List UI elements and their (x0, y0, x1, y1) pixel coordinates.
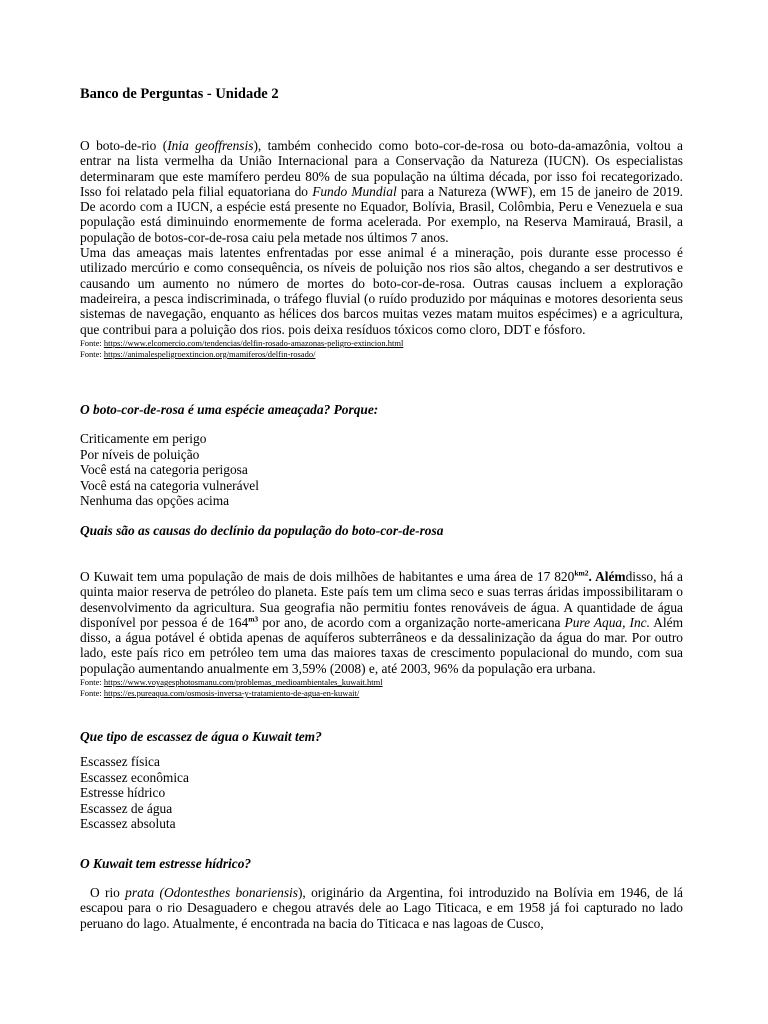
source-label: Fonte: (80, 337, 104, 348)
organization-name: Fundo Mundial (312, 183, 397, 199)
answer-option: Escassez econômica (80, 769, 189, 785)
section-prata (80, 885, 683, 931)
section-boto (80, 138, 683, 360)
paragraph-kuwait (80, 569, 683, 676)
answer-option: Escassez física (80, 754, 160, 769)
text-run: Além disso, a água potável é obtida apenas de aquíferos subterrâneos e da dessalinização da água do mar. Por outro lado, este país rico em petróleo tem uma das maiores taxas de crescimento populacional do mundo, com sua população aumentando anualmente em 3,59% (2008) e, até 2003, 96% da população era urbana. (80, 614, 683, 676)
paragraph-boto-intro (80, 138, 683, 245)
unit-superscript: km2 (574, 568, 589, 578)
paragraph-boto-threats: Uma das ameaças mais latentes enfrentadas por esse animal é a mineração, pois durante esse processo é utilizado mercúrio e como consequência, os níveis de poluição nos rios são altos, chegando a ser destrutivos e causando um aumento no número de mortes do boto-cor-de-rosa. Outras causas incluem a exploração madeireira, a pesca indiscriminada, o tráfego fluvial (o ruído produzido por máquinas e motores desorienta seus sistemas de navegação, enquanto as hélices dos barcos muitas vezes matam muitos espécimes) e a agricultura, que contribui para a poluição dos rios. pois deixa resíduos tóxicos como cloro, DDT e fósforo. (80, 245, 683, 337)
text-run: . (588, 569, 596, 584)
question-boto-endangered: O boto-cor-de-rosa é uma espécie ameaçada? Porque: (80, 402, 379, 417)
source-line (80, 349, 683, 360)
source-line (80, 688, 683, 699)
question-boto-causes: Quais são as causas do declínio da população do boto-cor-de-rosa (80, 523, 444, 538)
question-kuwait-stress: O Kuwait tem estresse hídrico? (80, 856, 252, 871)
answer-option: Estresse hídrico (80, 785, 166, 800)
text-run: disso, há a quinta maior reserva de petróleo do planeta. Este país tem um clima seco e suas terras áridas impossibilitaram o desenvolvimento da agricultura. Sua geografia não permitiu fontes renováveis de água. A quantidade de água disponível por pessoa é de 164 (80, 569, 683, 630)
answer-option: Você está na categoria perigosa (80, 462, 248, 477)
answer-option: Nenhuma das opções acima (80, 493, 230, 508)
page-title: Banco de Perguntas - Unidade 2 (80, 86, 279, 102)
question-kuwait-scarcity: Que tipo de escassez de água o Kuwait tem? (80, 729, 322, 744)
source-label: Fonte: (80, 677, 104, 688)
text-run: Além (595, 569, 626, 584)
answer-options-kuwait (80, 754, 683, 832)
answer-option: Escassez de água (80, 800, 173, 816)
answer-option: Criticamente em perigo (80, 431, 207, 446)
answer-option: Escassez absoluta (80, 816, 176, 831)
section-kuwait (80, 569, 683, 699)
source-link[interactable]: https://www.elcomercio.com/tendencias/delfin-rosado-amazonas-peligro-extincion.html (103, 337, 404, 348)
text-run: O Kuwait tem uma população de mais de dois milhões de habitantes e uma área de 17 820 (80, 569, 575, 584)
text-run: O boto-de-rio ( (80, 138, 168, 153)
scientific-name: prata (Odontesthes bonariensis (125, 885, 298, 900)
text-run: ), originário da Argentina, foi introduzido na Bolívia em 1946, de lá escapou para o rio Desaguadero e chegou através dele ao Lago Titicaca, e em 1958 já foi capturado no lado peruano do lago. Atualmente, é encontrada na bacia do Titicaca e nas lagoas de Cusco, (80, 885, 683, 931)
source-line (80, 677, 683, 688)
answer-option: Por níveis de poluição (80, 446, 200, 462)
organization-name: Pure Aqua, Inc. (564, 614, 650, 630)
source-list (80, 677, 683, 699)
text-run: O rio (90, 885, 126, 900)
source-link[interactable]: https://www.voyagesphotosmanu.com/problemas_medioambientales_kuwait.html (103, 677, 383, 688)
source-label: Fonte: (80, 348, 104, 359)
text-run: ), também conhecido como boto-cor-de-rosa ou boto-da-amazônia, voltou a entrar na lista vermelha da União Internacional para a Conservação da Natureza (IUCN). Os especialistas determinaram que este mamífero perdeu 80% de sua população na última década, por isso foi recategorizado. Isso foi relatado pela filial equatoriana do (80, 138, 683, 199)
text-run: para a Natureza (WWF), em 15 de janeiro de 2019. De acordo com a IUCN, a espécie está presente no Equador, Bolívia, Brasil, Colômbia, Peru e Venezuela e sua população está diminuindo enormemente de forma acelerada. Por exemplo, na Reserva Mamirauá, Brasil, a população de botos-cor-de-rosa caiu pela metade nos últimos 7 anos. (80, 183, 684, 245)
paragraph-prata (80, 885, 683, 931)
answer-option: Você está na categoria vulnerável (80, 477, 259, 493)
source-list (80, 338, 683, 360)
source-label: Fonte: (80, 688, 104, 699)
scientific-name: Inia geoffrensis (167, 138, 254, 153)
text-run: por ano, de acordo com a organização norte-americana (258, 614, 565, 630)
unit-superscript: m3 (248, 614, 259, 624)
source-link[interactable]: https://es.pureaqua.com/osmosis-inversa-y-tratamiento-de-agua-en-kuwait/ (103, 688, 360, 699)
source-line (80, 338, 683, 349)
source-link[interactable]: https://animalespeligroextincion.org/mamiferos/delfin-rosado/ (103, 348, 316, 359)
answer-options-boto (80, 431, 683, 509)
